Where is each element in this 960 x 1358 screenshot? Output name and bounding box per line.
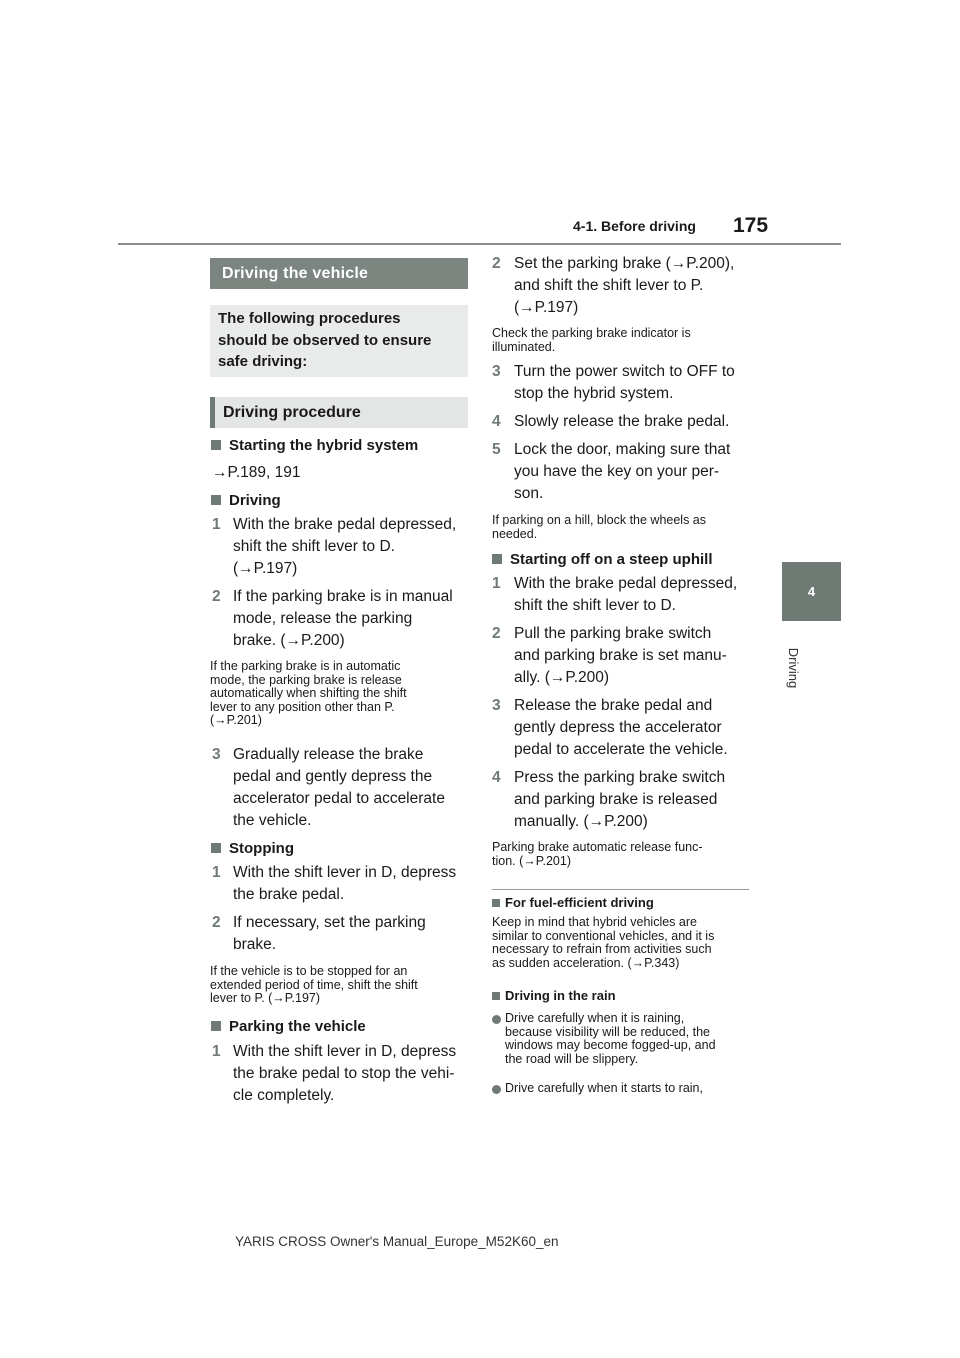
note — [492, 327, 691, 354]
step-line: shift the shift lever to D. — [514, 597, 676, 614]
note — [210, 965, 418, 1006]
intro-line: should be observed to ensure — [218, 331, 432, 349]
square-bullet-icon — [211, 1021, 221, 1031]
step-number: 2 — [492, 625, 501, 642]
step-line: With the shift lever in D, depress — [233, 1043, 457, 1060]
step-number: 1 — [212, 516, 221, 533]
step-line: stop the hybrid system. — [514, 385, 674, 402]
step-item — [492, 767, 752, 833]
chapter-label: Driving — [786, 647, 802, 689]
subheading-rain — [492, 988, 616, 1003]
step-number: 2 — [212, 588, 221, 605]
title-bar: Driving the vehicle — [210, 258, 468, 289]
note-line: lever to any position other than P. — [210, 699, 395, 714]
bullet-item — [492, 1012, 754, 1066]
circle-bullet-icon — [492, 1085, 501, 1094]
step-number: 4 — [492, 769, 501, 786]
step-line: brake. — [233, 936, 277, 953]
step-line: If necessary, set the parking — [233, 914, 426, 931]
step-number: 2 — [492, 255, 501, 272]
step-line: the brake pedal to stop the vehi- — [233, 1065, 455, 1082]
note-line: needed. — [492, 526, 538, 541]
subheading-text: For fuel-efficient driving — [505, 895, 654, 910]
step-line: Press the parking brake switch — [514, 769, 726, 786]
note-line: If parking on a hill, block the wheels as — [492, 513, 707, 527]
step-number: 3 — [212, 746, 221, 763]
text-line: windows may become fogged-up, and — [505, 1038, 716, 1052]
step-line: With the shift lever in D, depress — [233, 864, 457, 881]
reference-link[interactable]: →P.189, 191 — [212, 464, 301, 481]
step-line: and parking brake is released — [514, 791, 718, 808]
step-line: manually. (→P.200) — [514, 813, 648, 830]
step-line: you have the key on your per- — [514, 463, 720, 480]
step-item — [492, 695, 752, 761]
step-item — [212, 586, 470, 652]
note-line: (→P.201) — [210, 713, 262, 727]
intro-line: safe driving: — [218, 353, 308, 370]
subheading-text: Driving — [229, 492, 281, 509]
step-item — [492, 573, 752, 617]
procedure-bar: Driving procedure — [210, 397, 468, 428]
step-number: 1 — [492, 575, 501, 592]
step-line: mode, release the parking — [233, 610, 413, 627]
step-number: 5 — [492, 441, 501, 458]
step-line: pedal and gently depress the — [233, 768, 433, 785]
subheading-text: Stopping — [229, 840, 294, 857]
step-item — [212, 862, 470, 906]
step-item — [212, 912, 470, 956]
step-item — [492, 411, 752, 433]
step-line: If the parking brake is in manual — [233, 588, 453, 605]
step-number: 3 — [492, 363, 501, 380]
step-line: Pull the parking brake switch — [514, 625, 712, 642]
text-line: the road will be slippery. — [505, 1051, 639, 1066]
intro-box — [210, 305, 468, 377]
note-line: If the vehicle is to be stopped for an — [210, 964, 408, 978]
note — [492, 514, 706, 541]
text-line: Drive carefully when it is raining, — [505, 1011, 685, 1025]
bullet-item — [492, 1082, 754, 1096]
subheading-uphill — [492, 551, 713, 568]
subheading-starting — [211, 437, 418, 454]
square-bullet-icon — [211, 843, 221, 853]
step-item — [492, 439, 752, 505]
step-line: Set the parking brake (→P.200), — [514, 255, 735, 272]
step-line: accelerator pedal to accelerate — [233, 790, 445, 807]
subheading-text: Parking the vehicle — [229, 1018, 366, 1035]
step-line: brake. (→P.200) — [233, 632, 345, 649]
step-item — [212, 744, 470, 832]
chapter-tab[interactable]: 4 — [782, 562, 841, 621]
step-line: (→P.197) — [514, 299, 579, 316]
step-number: 2 — [212, 914, 221, 931]
step-number: 3 — [492, 697, 501, 714]
note-line: lever to P. (→P.197) — [210, 991, 321, 1005]
step-line: cle completely. — [233, 1087, 335, 1104]
section-divider — [492, 889, 749, 890]
step-item — [212, 514, 470, 580]
note-line: If the parking brake is in automatic — [210, 659, 401, 673]
note-line: extended period of time, shift the shift — [210, 977, 418, 992]
step-line: pedal to accelerate the vehicle. — [514, 741, 728, 758]
step-line: son. — [514, 485, 544, 502]
step-line: the vehicle. — [233, 812, 312, 829]
step-line: Lock the door, making sure that — [514, 441, 731, 458]
step-line: With the brake pedal depressed, — [233, 516, 457, 533]
step-line: Release the brake pedal and — [514, 697, 713, 714]
step-line: ally. (→P.200) — [514, 669, 610, 686]
subheading-text: Starting the hybrid system — [229, 437, 419, 454]
square-bullet-icon — [211, 495, 221, 505]
step-line: and shift the shift lever to P. — [514, 277, 704, 294]
note-line: mode, the parking brake is release — [210, 672, 402, 687]
fuel-text — [492, 916, 714, 970]
note-line: automatically when shifting the shift — [210, 686, 407, 700]
subheading-driving — [211, 492, 281, 509]
note-line: Parking brake automatic release func- — [492, 840, 703, 854]
note — [210, 660, 407, 728]
step-item — [212, 1041, 470, 1107]
step-item — [492, 623, 752, 689]
text-line: as sudden acceleration. (→P.343) — [492, 955, 680, 970]
subheading-text: Starting off on a steep uphill — [510, 551, 713, 568]
text-line: because visibility will be reduced, the — [505, 1024, 710, 1039]
text-line: Keep in mind that hybrid vehicles are — [492, 915, 697, 929]
step-number: 1 — [212, 864, 221, 881]
text-line: necessary to refrain from activities such — [492, 942, 712, 956]
step-number: 1 — [212, 1043, 221, 1060]
note-line: tion. (→P.201) — [492, 853, 571, 868]
square-bullet-icon — [492, 554, 502, 564]
subheading-parking — [211, 1018, 366, 1035]
text-line: Drive carefully when it starts to rain, — [505, 1081, 703, 1095]
step-number: 4 — [492, 413, 501, 430]
step-item — [492, 361, 752, 405]
step-line: With the brake pedal depressed, — [514, 575, 738, 592]
step-line: (→P.197) — [233, 560, 298, 577]
step-line: Turn the power switch to OFF to — [514, 363, 735, 380]
step-line: and parking brake is set manu- — [514, 647, 727, 664]
square-bullet-icon — [492, 899, 500, 907]
note — [492, 841, 703, 868]
subheading-fuel — [492, 895, 654, 910]
step-item — [492, 253, 752, 319]
subheading-stopping — [211, 840, 294, 857]
intro-line: The following procedures — [218, 310, 401, 327]
circle-bullet-icon — [492, 1015, 501, 1024]
note-line: illuminated. — [492, 339, 556, 354]
note-line: Check the parking brake indicator is — [492, 326, 691, 340]
section-title: 4-1. Before driving — [573, 218, 696, 234]
square-bullet-icon — [211, 440, 221, 450]
step-line: Slowly release the brake pedal. — [514, 413, 730, 430]
square-bullet-icon — [492, 992, 500, 1000]
page-number: 175 — [733, 214, 769, 237]
step-line: gently depress the accelerator — [514, 719, 722, 736]
step-line: Gradually release the brake — [233, 746, 424, 763]
subheading-text: Driving in the rain — [505, 988, 616, 1003]
footer-doc-id: YARIS CROSS Owner's Manual_Europe_M52K60_en — [235, 1234, 559, 1249]
text-line: similar to conventional vehicles, and it is — [492, 928, 715, 943]
header-rule — [118, 243, 841, 245]
step-line: the brake pedal. — [233, 886, 345, 903]
step-line: shift the shift lever to D. — [233, 538, 395, 555]
